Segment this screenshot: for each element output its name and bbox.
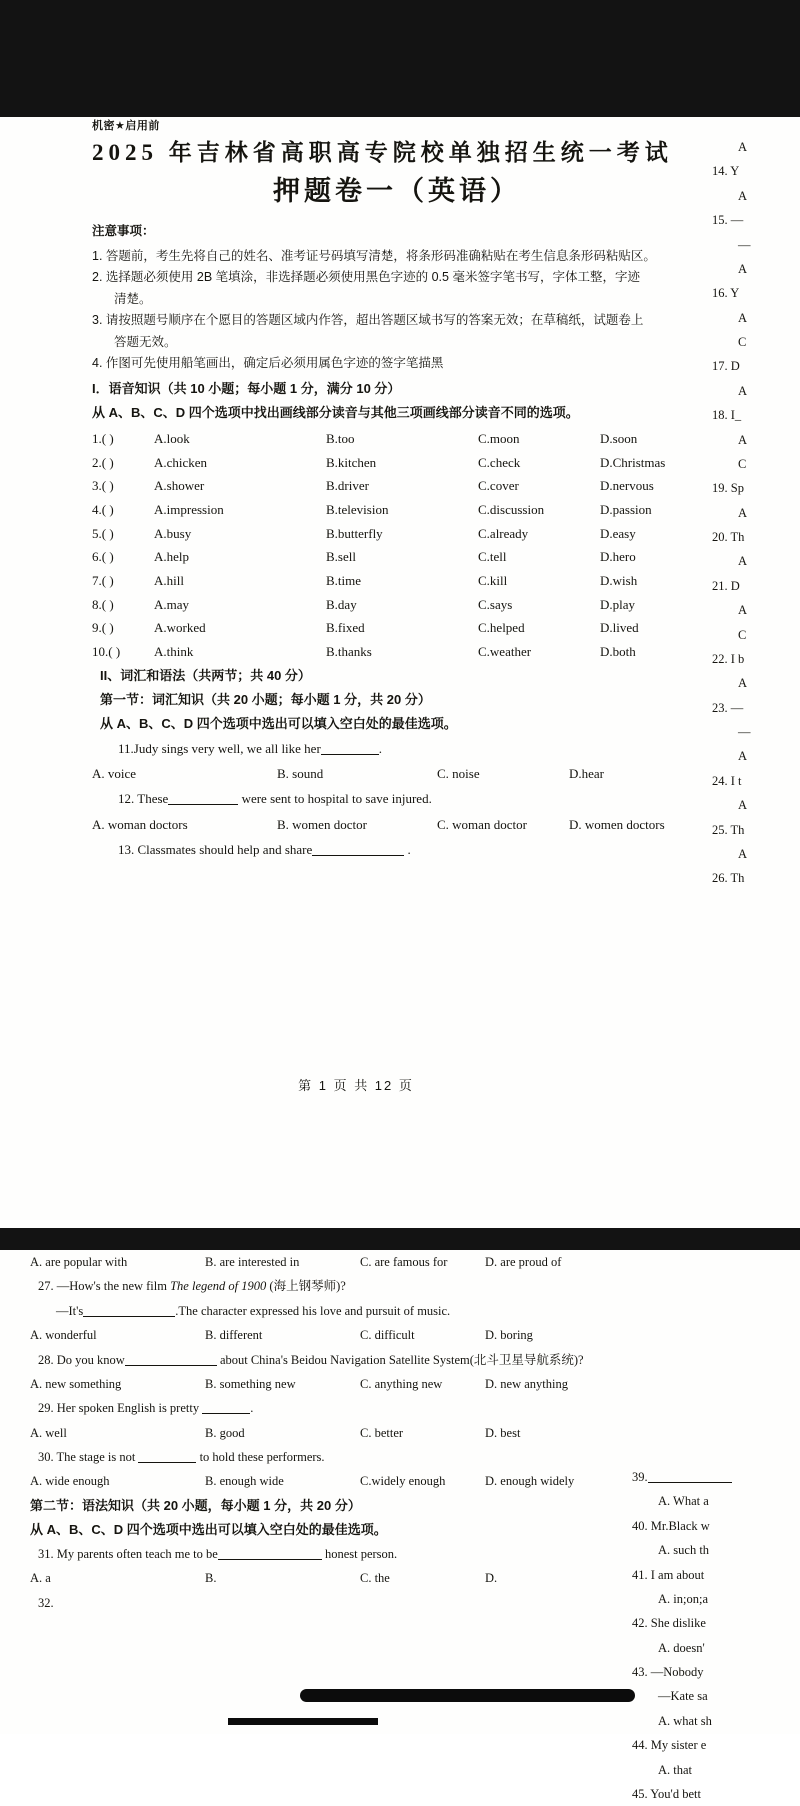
clipped-line: A — [738, 554, 748, 569]
secret-mark: 机密★启用前 — [92, 120, 160, 132]
clipped-line: 42. She dislike — [632, 1616, 706, 1631]
table-row — [30, 1566, 620, 1590]
table-row — [30, 1250, 620, 1274]
clipped-line: A — [738, 603, 748, 618]
clipped-line: A. doesn' — [658, 1640, 705, 1655]
option-b[interactable]: B.kitchen — [326, 454, 377, 470]
option-b[interactable]: B.driver — [326, 478, 369, 494]
option-c[interactable]: C.discussion — [478, 501, 545, 517]
option-a[interactable]: A.chicken — [154, 454, 208, 470]
q12-text-a: 12. These — [118, 791, 169, 807]
option-a[interactable]: A. woman doctors — [92, 816, 188, 832]
q31-post: honest person. — [324, 1546, 398, 1561]
option-d[interactable]: D.lived — [600, 620, 639, 636]
clipped-line: 22. I b — [712, 651, 745, 666]
option-c[interactable]: C. anything new — [360, 1376, 443, 1391]
option-c[interactable]: C.widely enough — [360, 1474, 446, 1489]
clipped-line: —Kate sa — [658, 1689, 708, 1704]
option-a[interactable]: A.look — [154, 430, 190, 446]
option-b[interactable]: B. something new — [205, 1376, 296, 1391]
option-b[interactable]: B.time — [326, 572, 362, 588]
notice-item: 2. 选择题必须使用 2B 笔填涂，非选择题必须使用黑色字迹的 0.5 毫米签字笔书写，字体工整，字迹 — [92, 270, 640, 285]
q11-text-b: . — [378, 740, 383, 756]
clipped-line: 20. Th — [712, 530, 745, 544]
redaction-mark — [300, 1689, 635, 1702]
option-b[interactable]: B. women doctor — [277, 816, 367, 832]
question-number: 7.( ) — [92, 572, 114, 588]
question-26-options — [30, 1250, 620, 1274]
clipped-line: A — [738, 676, 748, 691]
q12-text-b: were sent to hospital to save injured. — [241, 791, 432, 807]
option-d[interactable]: D.passion — [600, 501, 652, 517]
clipped-line: A — [738, 310, 748, 325]
option-c[interactable]: C. difficult — [360, 1328, 415, 1343]
option-c[interactable]: C.says — [478, 596, 513, 612]
exam-page-2 — [0, 1250, 800, 1801]
question-number: 10.( ) — [92, 643, 121, 659]
table-row — [30, 1323, 620, 1347]
clipped-line: C — [738, 627, 747, 642]
table-row — [92, 427, 700, 451]
option-d[interactable]: D.nervous — [600, 478, 654, 494]
clipped-line: 18. I_ — [712, 408, 742, 423]
option-b[interactable]: B.butterfly — [326, 525, 383, 541]
question-number: 5.( ) — [92, 525, 114, 541]
question-27-stem — [30, 1274, 620, 1298]
clipped-line: — — [738, 725, 751, 739]
clipped-line: C — [738, 335, 747, 349]
table-row — [92, 569, 700, 593]
answer-blank[interactable] — [125, 1353, 217, 1366]
clipped-line — [632, 1465, 800, 1489]
q31-pre: 31. My parents often teach me to be — [38, 1546, 218, 1561]
table-row — [92, 593, 700, 617]
clipped-line: 16. Y — [712, 286, 740, 301]
option-d[interactable]: D. — [485, 1571, 498, 1586]
clipped-line: A — [738, 261, 748, 276]
table-row — [92, 640, 700, 664]
clipped-line: 17. D — [712, 359, 740, 374]
option-d[interactable]: D.easy — [600, 525, 636, 541]
page2-clipped-right-column — [632, 1250, 800, 1806]
clipped-line: A — [738, 188, 748, 203]
option-d[interactable]: D. enough widely — [485, 1474, 575, 1489]
q30-post: to hold these performers. — [199, 1450, 325, 1464]
option-b[interactable]: B.fixed — [326, 620, 365, 636]
clipped-line: A — [738, 798, 748, 813]
question-29-options — [30, 1421, 620, 1445]
option-d[interactable]: D.wish — [600, 572, 638, 588]
option-d[interactable]: D. are proud of — [485, 1255, 562, 1269]
option-c[interactable]: C. better — [360, 1425, 404, 1440]
clipped-line: 41. I am about — [632, 1567, 705, 1582]
option-b[interactable]: B. — [205, 1571, 217, 1586]
clipped-line: A. what sh — [658, 1713, 712, 1728]
answer-blank[interactable] — [202, 1401, 250, 1414]
option-c[interactable]: C.check — [478, 454, 521, 470]
clipped-line: A — [738, 432, 748, 447]
option-a[interactable]: A. wonderful — [30, 1328, 97, 1343]
question-28-stem — [30, 1348, 620, 1372]
question-number: 6.( ) — [92, 549, 114, 565]
option-a[interactable]: A. well — [30, 1425, 67, 1440]
option-b[interactable]: B.too — [326, 430, 355, 446]
question-12-stem — [92, 786, 712, 811]
q11-text-a: 11.Judy sings very well, we all like her — [118, 740, 321, 756]
option-c[interactable]: C.helped — [478, 620, 525, 636]
clipped-line: 23. — — [712, 700, 744, 715]
table-row — [92, 545, 700, 569]
clipped-line: A. in;on;a — [658, 1591, 708, 1606]
clipped-line: A — [738, 383, 748, 398]
option-c[interactable]: C.cover — [478, 478, 519, 494]
option-d[interactable]: D.hero — [600, 549, 636, 565]
option-a[interactable]: A. new something — [30, 1376, 122, 1391]
answer-blank[interactable] — [138, 1450, 196, 1463]
notice-item: 3. 请按照题号顺序在个愿目的答题区域内作答，超出答题区域书写的答案无效；在草稿纸，试题卷上 — [92, 313, 644, 328]
answer-blank[interactable] — [83, 1304, 175, 1317]
option-a[interactable]: A.worked — [154, 620, 206, 636]
question-32-stem-partial: 32. — [38, 1595, 54, 1610]
option-c[interactable]: C.kill — [478, 572, 508, 588]
question-30-options — [30, 1469, 620, 1493]
option-d[interactable]: D.hear — [569, 765, 605, 781]
clipped-line: — — [738, 237, 751, 252]
option-b[interactable]: B.day — [326, 596, 357, 612]
option-a[interactable]: A.shower — [154, 478, 205, 494]
clipped-line: 14. Y — [712, 164, 740, 179]
clipped-line: A — [738, 140, 748, 154]
clipped-line: 26. Th — [712, 871, 745, 886]
option-a[interactable]: A.help — [154, 549, 190, 565]
clipped-line: 24. I t — [712, 773, 742, 788]
option-d[interactable]: D.soon — [600, 430, 638, 446]
table-row — [30, 1372, 620, 1396]
option-d[interactable]: D. boring — [485, 1328, 533, 1343]
q27-reply-post: .The character expressed his love and pursuit of music. — [175, 1303, 451, 1318]
table-row — [30, 1469, 620, 1493]
option-c[interactable]: C.already — [478, 525, 529, 541]
option-c[interactable]: C.weather — [478, 643, 532, 659]
option-b[interactable]: B.thanks — [326, 643, 372, 659]
clipped-line: 25. Th — [712, 822, 745, 837]
section-2-heading: II、词汇和语法（共两节；共 40 分） — [100, 667, 311, 683]
section-2-part-two-instruction: 从 A、B、C、D 四个选项中选出可以填入空白处的最佳选项。 — [30, 1521, 387, 1537]
table-row — [30, 1421, 620, 1445]
q28-pre: 28. Do you know — [38, 1352, 125, 1367]
clipped-line: 45. You'd bett — [632, 1786, 701, 1801]
clipped-line: 15. — — [712, 213, 744, 228]
page1-clipped-right-column — [712, 117, 800, 891]
question-27-options — [30, 1323, 620, 1347]
page-title: 2025 年吉林省高职高专院校单独招生统一考试 — [92, 140, 673, 165]
answer-blank[interactable] — [648, 1470, 732, 1483]
section-2-part-one-heading: 第一节：词汇知识（共 20 小题；每小题 1 分，共 20 分） — [100, 691, 431, 707]
clipped-line: C — [738, 456, 747, 471]
clipped-line: 44. My sister e — [632, 1738, 707, 1753]
option-c[interactable]: C. are famous for — [360, 1255, 448, 1269]
q13-text-b: . — [407, 842, 411, 858]
table-row — [92, 761, 700, 786]
q27-reply-pre: —It's — [56, 1303, 84, 1318]
option-d[interactable]: D.both — [600, 643, 636, 659]
question-number: 3.( ) — [92, 478, 114, 494]
clipped-line: A — [738, 846, 748, 861]
option-d[interactable]: D. best — [485, 1425, 521, 1440]
question-number: 8.( ) — [92, 596, 114, 612]
clipped-line: A — [738, 505, 748, 520]
phonetics-question-table — [92, 427, 700, 664]
option-a[interactable]: A.hill — [154, 572, 184, 588]
option-a[interactable]: A. a — [30, 1571, 51, 1586]
option-b[interactable]: B. sound — [277, 765, 324, 781]
page2-main-column — [30, 1250, 620, 1615]
answer-blank[interactable] — [321, 741, 379, 754]
table-row — [92, 522, 700, 546]
notice-item: 1. 答题前，考生先将自己的姓名、准考证号码填写清楚，将条形码准确粘贴在考生信息条形码粘贴区。 — [92, 248, 656, 263]
clipped-line: 40. Mr.Black w — [632, 1518, 710, 1533]
option-c[interactable]: C. the — [360, 1571, 390, 1586]
notice-item: 4. 作图可先使用船笔画出，确定后必须用属色字迹的签字笔描黑 — [92, 356, 444, 371]
section-2-part-one-instruction: 从 A、B、C、D 四个选项中选出可以填入空白处的最佳选项。 — [100, 715, 457, 731]
answer-blank[interactable] — [168, 792, 238, 805]
question-number: 1.( ) — [92, 430, 114, 446]
table-row — [92, 451, 700, 475]
table-row — [92, 474, 700, 498]
clipped-line: A. such th — [658, 1543, 710, 1558]
section-1-heading: I．语音知识（共 10 小题；每小题 1 分，满分 10 分） — [92, 380, 401, 396]
option-a[interactable]: A.busy — [154, 525, 192, 541]
question-31-stem — [30, 1542, 620, 1566]
question-31-options — [30, 1566, 620, 1590]
option-a[interactable]: A. wide enough — [30, 1474, 110, 1489]
option-d[interactable]: D. women doctors — [569, 816, 665, 832]
option-b[interactable]: B. are interested in — [205, 1255, 300, 1269]
q13-text-a: 13. Classmates should help and share — [118, 842, 313, 858]
clipped-number: 39. — [632, 1470, 648, 1484]
question-13-stem — [92, 837, 712, 862]
question-number: 9.( ) — [92, 620, 114, 636]
section-1-instruction: 从 A、B、C、D 四个选项中找出画线部分读音与其他三项画线部分读音不同的选项。 — [92, 404, 579, 420]
question-11-stem — [92, 736, 712, 761]
table-row — [92, 616, 700, 640]
scan-middle-black-band — [0, 1228, 800, 1250]
section-2-part-two-heading: 第二节：语法知识（共 20 小题，每小题 1 分，共 20 分） — [30, 1497, 361, 1513]
option-b[interactable]: B.television — [326, 501, 389, 517]
option-a[interactable]: A.think — [154, 643, 194, 659]
clipped-line: A. that — [658, 1762, 693, 1777]
option-b[interactable]: B. good — [205, 1425, 245, 1440]
paper-subtitle: 押题卷一（英语） — [273, 175, 521, 206]
q30-pre: 30. The stage is not — [38, 1450, 136, 1464]
option-a[interactable]: A.may — [154, 596, 190, 612]
option-b[interactable]: B. different — [205, 1328, 263, 1343]
option-c[interactable]: C. woman doctor — [437, 816, 527, 832]
question-12-options — [92, 812, 700, 837]
option-d[interactable]: D.Christmas — [600, 454, 666, 470]
notice-heading: 注意事项： — [92, 223, 155, 238]
film-title: The legend of 1900 — [170, 1279, 267, 1294]
exam-page-1 — [0, 117, 800, 1228]
option-a[interactable]: A.impression — [154, 501, 224, 517]
table-row — [92, 498, 700, 522]
clipped-line: 43. —Nobody — [632, 1665, 704, 1679]
clipped-line: 19. Sp — [712, 481, 744, 496]
q28-post: about China's Beidou Navigation Satellite System(北斗卫星导航系统)? — [219, 1352, 584, 1367]
option-d[interactable]: D.play — [600, 596, 636, 612]
scan-top-black-band — [0, 0, 800, 117]
q27-pre: 27. —How's the new film — [38, 1279, 171, 1294]
notice-item-continued: 清楚。 — [114, 291, 152, 306]
option-a[interactable]: A. voice — [92, 765, 137, 781]
q27-post: (海上钢琴师)? — [266, 1279, 346, 1294]
notice-item-continued: 答题无效。 — [114, 334, 177, 349]
clipped-line: 21. D — [712, 578, 740, 593]
question-29-stem — [30, 1396, 620, 1420]
option-c[interactable]: C. noise — [437, 765, 480, 781]
table-row — [92, 812, 700, 837]
page1-main-column — [92, 117, 712, 862]
question-number: 2.( ) — [92, 454, 114, 470]
answer-blank[interactable] — [218, 1547, 322, 1560]
option-b[interactable]: B. enough wide — [205, 1474, 284, 1489]
clipped-line: A — [738, 749, 748, 764]
question-11-options — [92, 761, 700, 786]
option-d[interactable]: D. new anything — [485, 1376, 568, 1391]
q29-pre: 29. Her spoken English is pretty — [38, 1401, 200, 1416]
redaction-mark-bottom — [228, 1718, 378, 1725]
question-28-options — [30, 1372, 620, 1396]
notice-list — [92, 246, 712, 375]
option-c[interactable]: C.moon — [478, 430, 520, 446]
page-footer: 第 1 页 共 12 页 — [298, 1078, 414, 1093]
option-b[interactable]: B.sell — [326, 549, 356, 565]
option-c[interactable]: C.tell — [478, 549, 507, 565]
clipped-line: A. What a — [658, 1494, 709, 1509]
question-number: 4.( ) — [92, 501, 114, 517]
q29-post: . — [250, 1401, 254, 1416]
option-a[interactable]: A. are popular with — [30, 1255, 128, 1269]
question-30-stem — [30, 1445, 620, 1469]
question-27-reply — [30, 1299, 620, 1323]
answer-blank[interactable] — [312, 843, 404, 856]
